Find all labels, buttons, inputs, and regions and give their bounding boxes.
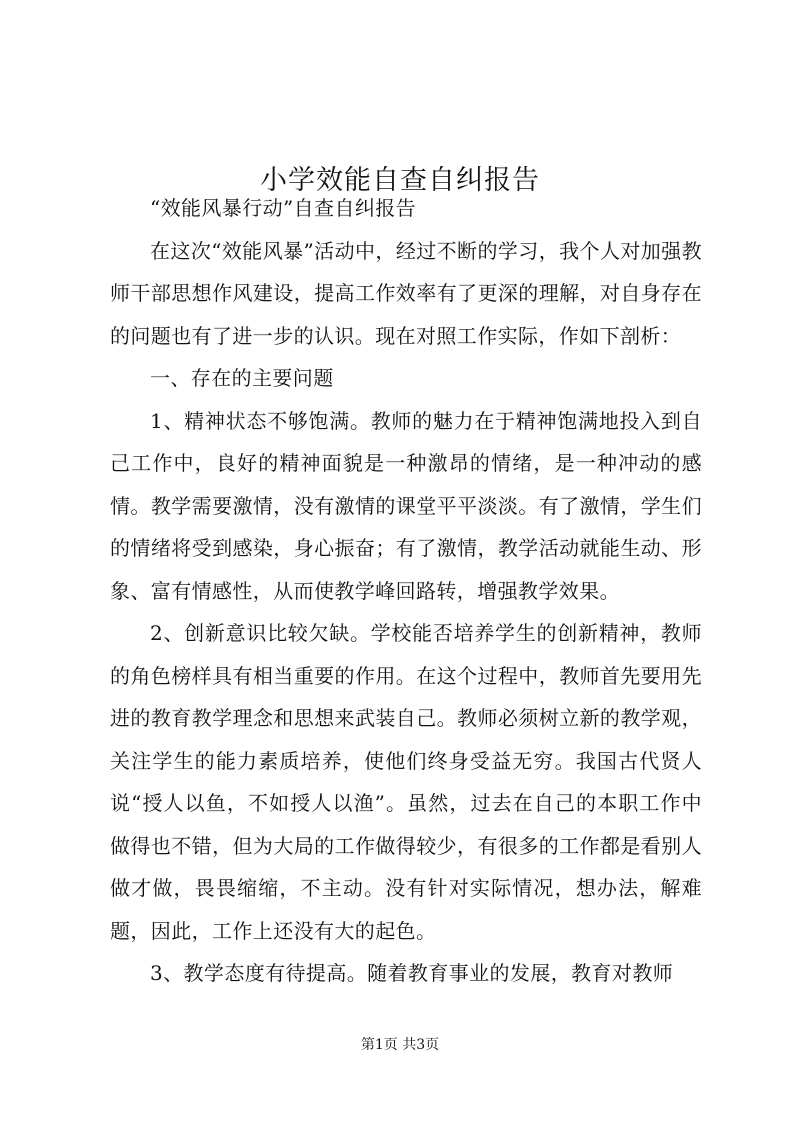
section-heading: 一、存在的主要问题 [150,366,334,390]
issue-item-3: 3、教学态度有待提高。随着教育事业的发展，教育对教师 [150,961,674,985]
page-number-label: 第1页 共3页 [360,1037,440,1053]
subtitle: “效能风暴行动”自查自纠报告 [150,196,417,220]
issue-item-1: 1、精神状态不够饱满。教师的魅力在于精神饱满地投入到自己工作中，良好的精神面貌是一种激昂的情绪，是一种冲动的感情。教学需要激情，没有激情的课堂平平淡淡。有了激情，学生们的情绪将受到感染，身心振奋；有了激情，教学活动就能生动、形象、富有情感性，从而使教学峰回路转，增强教学效果。 [110,408,702,603]
document-body [110,187,702,995]
issue-item-2: 2、创新意识比较欠缺。学校能否培养学生的创新精神，教师的角色榜样具有相当重要的作用。在这个过程中，教师首先要用先进的教育教学理念和思想来武装自己。教师必须树立新的教学观，关注学生的能力素质培养，使他们终身受益无穷。我国古代贤人说“授人以鱼，不如授人以渔”。虽然，过去在自己的本职工作中做得也不错，但为大局的工作做得较少，有很多的工作都是看别人做才做，畏畏缩缩，不主动。没有针对实际情况，想办法，解难题，因此，工作上还没有大的起色。 [110,621,702,943]
page-footer [0,1034,800,1054]
intro-paragraph: 在这次“效能风暴”活动中，经过不断的学习，我个人对加强教师干部思想作风建设，提高工作效率有了更深的理解，对自身存在的问题也有了进一步的认识。现在对照工作实际，作如下剖析： [110,238,702,348]
document-title: 小学效能自查自纠报告 [260,165,540,197]
